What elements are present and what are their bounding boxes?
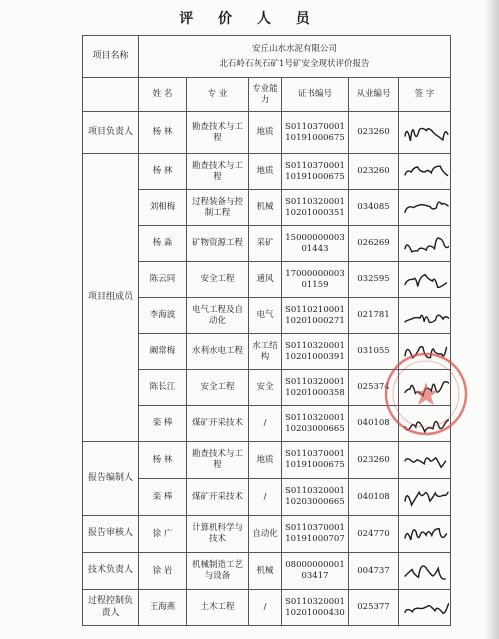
person-major: 勘查技术与工程	[187, 112, 249, 154]
table-row	[83, 190, 451, 226]
person-ability: 水工结构	[249, 334, 282, 370]
person-ability: 安全	[249, 370, 282, 406]
person-cert: 1700000000301159	[282, 262, 349, 298]
role-members: 项目组成员	[83, 154, 139, 442]
person-practice: 032595	[349, 262, 399, 298]
person-major: 安全工程	[187, 262, 249, 298]
person-practice: 031055	[349, 334, 399, 370]
project-name-label: 项目名称	[83, 36, 139, 78]
person-major: 矿物资源工程	[187, 226, 249, 262]
project-company: 安丘山水水泥有限公司	[252, 43, 338, 54]
signature	[399, 442, 451, 479]
signature	[399, 334, 451, 370]
person-name: 李海波	[139, 298, 187, 334]
person-cert: S011037000110191000675	[282, 442, 349, 479]
person-practice: 040108	[349, 406, 399, 442]
person-name: 陈长江	[139, 370, 187, 406]
person-practice: 025377	[349, 590, 399, 626]
header-sign: 签 字	[399, 78, 451, 112]
evaluators-table	[82, 35, 451, 626]
person-major: 勘查技术与工程	[187, 154, 249, 190]
role-reviewer: 报告审核人	[83, 516, 139, 553]
person-name: 阚常梅	[139, 334, 187, 370]
person-cert: S011032000110201000391	[282, 334, 349, 370]
header-major: 专 业	[187, 78, 249, 112]
person-cert: 0800000000103417	[282, 553, 349, 590]
table-row	[83, 406, 451, 442]
person-major: 勘查技术与工程	[187, 442, 249, 479]
signature	[399, 553, 451, 590]
signature	[399, 190, 451, 226]
person-practice: 034085	[349, 190, 399, 226]
table-row	[83, 370, 451, 406]
signature	[399, 262, 451, 298]
signature	[399, 590, 451, 626]
project-report-name: 北石岭石灰石矿1号矿安全现状评价报告	[219, 58, 370, 69]
table-row	[83, 479, 451, 516]
person-practice: 023260	[349, 154, 399, 190]
person-cert: S011037000110191000675	[282, 154, 349, 190]
scan-shadow	[485, 0, 499, 639]
person-ability: /	[249, 479, 282, 516]
person-ability: 地质	[249, 112, 282, 154]
table-row	[83, 226, 451, 262]
person-ability: 通风	[249, 262, 282, 298]
role-leader: 项目负责人	[83, 112, 139, 154]
person-name: 陈云同	[139, 262, 187, 298]
person-ability: 机械	[249, 553, 282, 590]
person-name: 徐 岩	[139, 553, 187, 590]
project-name-value	[139, 36, 451, 78]
person-name: 栾 棒	[139, 406, 187, 442]
table-row	[83, 154, 451, 190]
header-name: 姓 名	[139, 78, 187, 112]
person-cert: S011037000110191000675	[282, 112, 349, 154]
person-ability: 自动化	[249, 516, 282, 553]
table-row	[83, 516, 451, 553]
person-practice: 026269	[349, 226, 399, 262]
table-row	[83, 553, 451, 590]
signature	[399, 226, 451, 262]
person-cert: S011032000110203000665	[282, 479, 349, 516]
signature	[399, 298, 451, 334]
person-cert: S011032000110203000665	[282, 406, 349, 442]
person-ability: 地质	[249, 154, 282, 190]
person-major: 安全工程	[187, 370, 249, 406]
person-name: 徐 广	[139, 516, 187, 553]
role-tech: 技术负责人	[83, 553, 139, 590]
person-name: 栾 棒	[139, 479, 187, 516]
person-major: 过程装备与控制工程	[187, 190, 249, 226]
person-cert: S011037000110191000707	[282, 516, 349, 553]
person-practice: 025374	[349, 370, 399, 406]
signature	[399, 516, 451, 553]
person-cert: S011032000110201000358	[282, 370, 349, 406]
person-name: 王海燕	[139, 590, 187, 626]
person-major: 计算机科学与技术	[187, 516, 249, 553]
person-ability: 采矿	[249, 226, 282, 262]
page-title: 评 价 人 员	[179, 11, 320, 27]
person-name: 杨 林	[139, 112, 187, 154]
table-row	[83, 262, 451, 298]
person-ability: 机械	[249, 190, 282, 226]
table-row	[83, 298, 451, 334]
person-ability: /	[249, 406, 282, 442]
table-row	[83, 334, 451, 370]
table-row	[83, 112, 451, 154]
person-practice: 024770	[349, 516, 399, 553]
person-major: 水利水电工程	[187, 334, 249, 370]
person-name: 杨 林	[139, 442, 187, 479]
person-name: 杨 淼	[139, 226, 187, 262]
table-row	[83, 442, 451, 479]
person-ability: 电气	[249, 298, 282, 334]
header-cert: 证书编号	[282, 78, 349, 112]
person-major: 煤矿开采技术	[187, 479, 249, 516]
person-major: 土木工程	[187, 590, 249, 626]
person-cert: S011032000110201000430	[282, 590, 349, 626]
person-name: 杨 林	[139, 154, 187, 190]
signature	[399, 479, 451, 516]
person-name: 刘相梅	[139, 190, 187, 226]
person-practice: 004737	[349, 553, 399, 590]
person-practice: 040108	[349, 479, 399, 516]
person-major: 机械制造工艺与设备	[187, 553, 249, 590]
header-ability: 专业能力	[249, 78, 282, 112]
person-major: 煤矿开采技术	[187, 406, 249, 442]
signature	[399, 112, 451, 154]
person-ability: 地质	[249, 442, 282, 479]
signature	[399, 154, 451, 190]
person-ability: /	[249, 590, 282, 626]
person-cert: S011021000110201000271	[282, 298, 349, 334]
role-writer: 报告编制人	[83, 442, 139, 516]
person-practice: 023260	[349, 442, 399, 479]
person-major: 电气工程及自动化	[187, 298, 249, 334]
person-practice: 023260	[349, 112, 399, 154]
role-process: 过程控制负责人	[83, 590, 139, 626]
header-practice: 从业编号	[349, 78, 399, 112]
header-spacer	[83, 78, 139, 112]
signature	[399, 406, 451, 442]
person-cert: 1500000000301443	[282, 226, 349, 262]
person-cert: S011032000110201000351	[282, 190, 349, 226]
signature	[399, 370, 451, 406]
person-practice: 021781	[349, 298, 399, 334]
table-row	[83, 590, 451, 626]
